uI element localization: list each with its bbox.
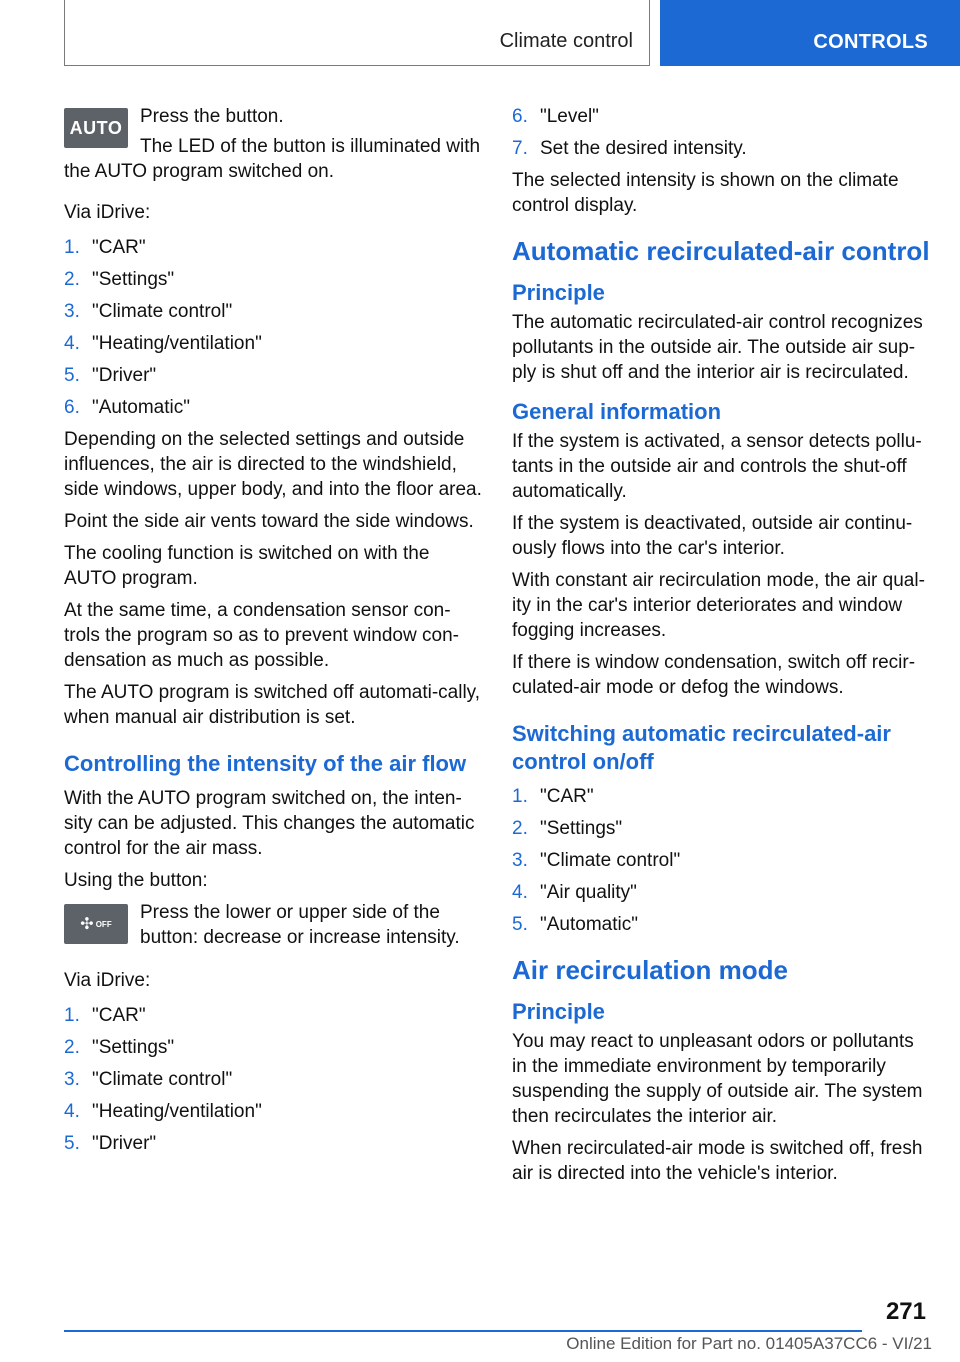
paragraph: The automatic recirculated-air control recognizes pollutants in the outside air. The outside air sup‐ply is shut off and the interior air is recirculated. bbox=[512, 312, 923, 383]
footer-edition-text: Online Edition for Part no. 01405A37CC6 - VI/21 bbox=[566, 1334, 932, 1353]
page-number: 271 bbox=[885, 1298, 926, 1325]
press-button-text: Press the button. bbox=[140, 106, 284, 127]
paragraph: With the AUTO program switched on, the inten‐sity can be adjusted. This changes the automatic control for the air mass. bbox=[64, 788, 475, 859]
idrive-steps-list-continued bbox=[512, 104, 932, 161]
paragraph: If the system is activated, a sensor detects pollu‐tants in the outside air and controls the shut-off automatically. bbox=[512, 431, 922, 502]
list-item: 1. "CAR" bbox=[64, 1005, 146, 1026]
list-item: 4. "Air quality" bbox=[512, 882, 637, 903]
list-item: 3. "Climate control" bbox=[64, 1069, 233, 1090]
list-item: 3. "Climate control" bbox=[512, 850, 681, 871]
list-item: 3. "Climate control" bbox=[64, 301, 233, 322]
left-column bbox=[64, 104, 482, 1163]
header-section-title: Climate control bbox=[499, 30, 633, 52]
paragraph: At the same time, a condensation sensor con‐trols the program so as to prevent window con‐densation as much as possible. bbox=[64, 600, 459, 671]
header-section-box bbox=[64, 0, 650, 66]
list-item: 6. "Automatic" bbox=[64, 397, 190, 418]
paragraph: Depending on the selected settings and outside influences, the air is directed to the windshield, side windows, upper body, and into the floor area. bbox=[64, 429, 482, 500]
list-item: 2. "Settings" bbox=[64, 1037, 175, 1058]
using-button-label: Using the button: bbox=[64, 870, 208, 891]
paragraph: You may react to unpleasant odors or pollutants in the immediate environment by temporarily suspending the supply of outside air. The system then recirculates the interior air. bbox=[512, 1031, 923, 1127]
fan-icon: ✣ bbox=[80, 916, 94, 933]
list-item: 6. "Level" bbox=[512, 106, 599, 127]
list-item: 5. "Driver" bbox=[64, 1133, 157, 1154]
paragraph: If the system is deactivated, outside air continu‐ously flows into the car's interior. bbox=[512, 513, 913, 559]
list-item: 2. "Settings" bbox=[512, 818, 623, 839]
list-item: 1. "CAR" bbox=[512, 786, 594, 807]
list-item: 7. Set the desired intensity. bbox=[512, 138, 747, 159]
fan-intensity-button-icon: ✣ OFF bbox=[64, 904, 128, 944]
paragraph: When recirculated-air mode is switched off, fresh air is directed into the vehicle's interior. bbox=[512, 1138, 923, 1184]
list-item: 5. "Automatic" bbox=[512, 914, 638, 935]
list-item: 4. "Heating/ventilation" bbox=[64, 333, 262, 354]
paragraph: With constant air recirculation mode, the air qual‐ity in the car's interior deteriorates and window fogging increases. bbox=[512, 570, 925, 641]
auto-button-icon: AUTO bbox=[64, 108, 128, 148]
switching-steps-list bbox=[512, 784, 932, 937]
paragraph: The AUTO program is switched off automati‐cally, when manual air distribution is set. bbox=[64, 682, 481, 728]
footer-divider bbox=[64, 1330, 862, 1332]
idrive-steps-list-2 bbox=[64, 1003, 482, 1156]
list-item: 4. "Heating/ventilation" bbox=[64, 1101, 262, 1122]
paragraph: The cooling function is switched on with the AUTO program. bbox=[64, 543, 430, 589]
heading-auto-recirculated-air: Automatic recirculated-air control bbox=[512, 236, 930, 266]
via-idrive-label: Via iDrive: bbox=[64, 202, 151, 223]
paragraph: Point the side air vents toward the side windows. bbox=[64, 511, 474, 532]
heading-principle: Principle bbox=[512, 999, 605, 1024]
idrive-steps-list-1 bbox=[64, 235, 482, 420]
heading-principle: Principle bbox=[512, 280, 605, 305]
paragraph: If there is window condensation, switch off recir‐culated-air mode or defog the windows. bbox=[512, 652, 916, 698]
right-column bbox=[512, 104, 932, 1193]
heading-switching-on-off: Switching automatic recirculated-air control on/off bbox=[512, 721, 891, 774]
press-lower-upper-text: Press the lower or upper side of the button: decrease or increase intensity. bbox=[140, 902, 460, 948]
list-item: 1. "CAR" bbox=[64, 237, 146, 258]
fan-button-instruction bbox=[64, 900, 482, 952]
header-chapter-title: CONTROLS bbox=[813, 31, 928, 53]
auto-button-instruction bbox=[64, 104, 482, 156]
list-item: 2. "Settings" bbox=[64, 269, 175, 290]
via-idrive-label: Via iDrive: bbox=[64, 970, 151, 991]
heading-air-recirculation-mode: Air recirculation mode bbox=[512, 955, 788, 985]
header-chapter-tab bbox=[660, 0, 960, 66]
heading-intensity: Controlling the intensity of the air flow bbox=[64, 751, 467, 776]
paragraph: The selected intensity is shown on the climate control display. bbox=[512, 170, 899, 216]
list-item: 5. "Driver" bbox=[64, 365, 157, 386]
heading-general-information: General information bbox=[512, 399, 722, 424]
led-text: The LED of the button is illuminated with the AUTO program switched on. bbox=[64, 136, 481, 182]
